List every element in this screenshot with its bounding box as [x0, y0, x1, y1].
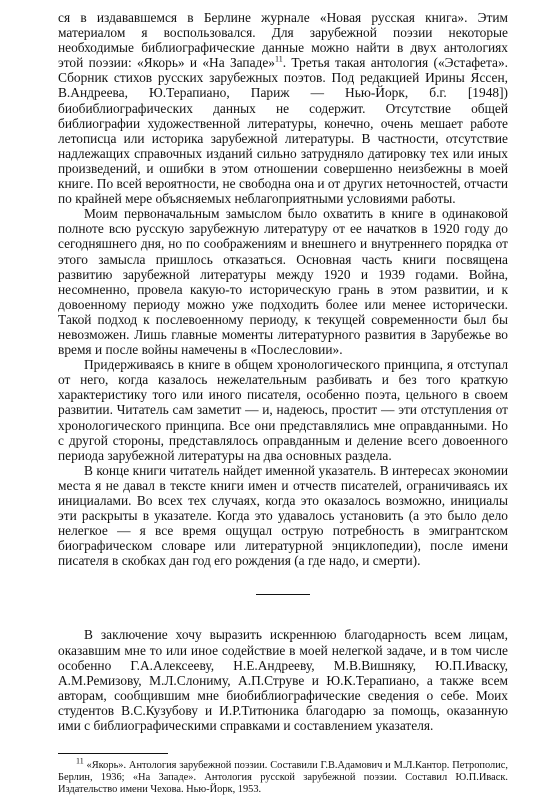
- paragraph-2: Моим первоначальным замыслом было охватить в книге в одинаковой полноте всю русскую зарубежную литературу от ее начатков в 1920 году до сегодняшнего дня, но по соображениям и внешнего и внутреннего порядка от этого замысла пришлось отказаться. Основная часть книги посвящена развитию зарубежной литературы между 1920 и 1939 годами. Война, несомненно, провела какую-то историческую грань в этом развитии, и к довоенному периоду можно уже подходить более или менее исторически. Такой подход к послевоенному периоду, к текущей современности был бы невозможен. Лишь главные моменты литературного развития в Зарубежье во время и после войны намечены в «Послесловии».: [58, 206, 508, 358]
- paragraph-1-tail: . Третья такая антология («Эстафета». Сборник стихов русских зарубежных поэтов. Под редакцией Ирины Яссен, В.Андреева, Ю.Терапиано, Париж — Нью-Йорк, б.г. [1948]) биобиблиографических данных не содержит. Отсутствие общей библиографии художественной литературы, конечно, очень мешает работе летописца или историка зарубежной литературы. В частности, отсутствие надлежащих справочных изданий сильно затрудняло датировку тех или иных произведений, и ошибки в этом отношении совершенно неизбежны в моей книге. По всей вероятности, не свободна она и от других неточностей, отчасти по крайней мере объясняемых неблагоприятными условиями работы.: [58, 55, 509, 207]
- footnote-text: «Якорь». Антология зарубежной поэзии. Составили Г.В.Адамович и М.Л.Кантор. Петрополис, Берлин, 1936; «На Западе». Антология русской зарубежной поэзии. Составил Ю.П.Иваск. Издательство имени Чехова. Нью-Йорк, 1953.: [58, 760, 508, 796]
- paragraph-4: В конце книги читатель найдет именной указатель. В интересах экономии места я не давал в тексте книги имен и отчеств писателей, ограничиваясь их инициалами. Во всех тех случаях, когда это оказалось возможно, инициалы эти раскрыты в указателе. Когда это удавалось установить (а это было дело нелегкое — я все время ощущал острую потребность в эмигрантском биографическом словаре или литературной энциклопедии), после имени писателя в скобках дан год его рождения (а где надо, и смерти).: [58, 462, 508, 569]
- section-separator: [256, 594, 310, 595]
- paragraph-3: Придерживаясь в книге в общем хронологического принципа, я отступал от него, когда казалось нежелательным разбивать и без того краткую характеристику того или иного писателя, особенно поэта, цельного в своем развитии. Читатель сам заметит — и, надеюсь, простит — эти отступления от хронологического принципа. Все они представлялись мне оправданными. Но с другой стороны, представлялось оправданным и деление всего довоенного периода зарубежной литературы на два основных раздела.: [58, 357, 508, 463]
- acknowledgement-paragraph: В заключение хочу выразить искреннюю благодарность всем лицам, оказавшим мне то или иное содействие в моей нелегкой задаче, и в том числе особенно Г.А.Алексееву, Н.Е.Андрееву, М.В.Вишняку, Ю.П.Иваску, А.М.Ремизову, М.Л.Слониму, А.П.Струве и Ю.К.Терапиано, а также всем авторам, сообщившим мне биобиблиографические сведения о себе. Моих студентов В.С.Кузубову и И.Р.Титюника благодарю за помощь, оказанную ими с библиографическими справками и составлением указателя.: [58, 627, 508, 734]
- footnote: [58, 756, 508, 796]
- footnote-divider: [58, 753, 168, 754]
- book-page: [58, 10, 509, 796]
- main-text: [58, 10, 508, 568]
- footnote-reference: 11: [275, 54, 283, 64]
- paragraph-1: [58, 10, 508, 206]
- paragraph-1-text: ся в издававшемся в Берлине журнале «Новая русская книга». Этим материалом я воспользовался. Для зарубежной поэзии некоторые необходимые библиографические данные можно найти в двух антологиях этой поэзии: «Якорь» и «На Западе»: [58, 10, 508, 71]
- acknowledgement-section: [58, 627, 508, 733]
- footnote-marker: 11: [76, 756, 84, 766]
